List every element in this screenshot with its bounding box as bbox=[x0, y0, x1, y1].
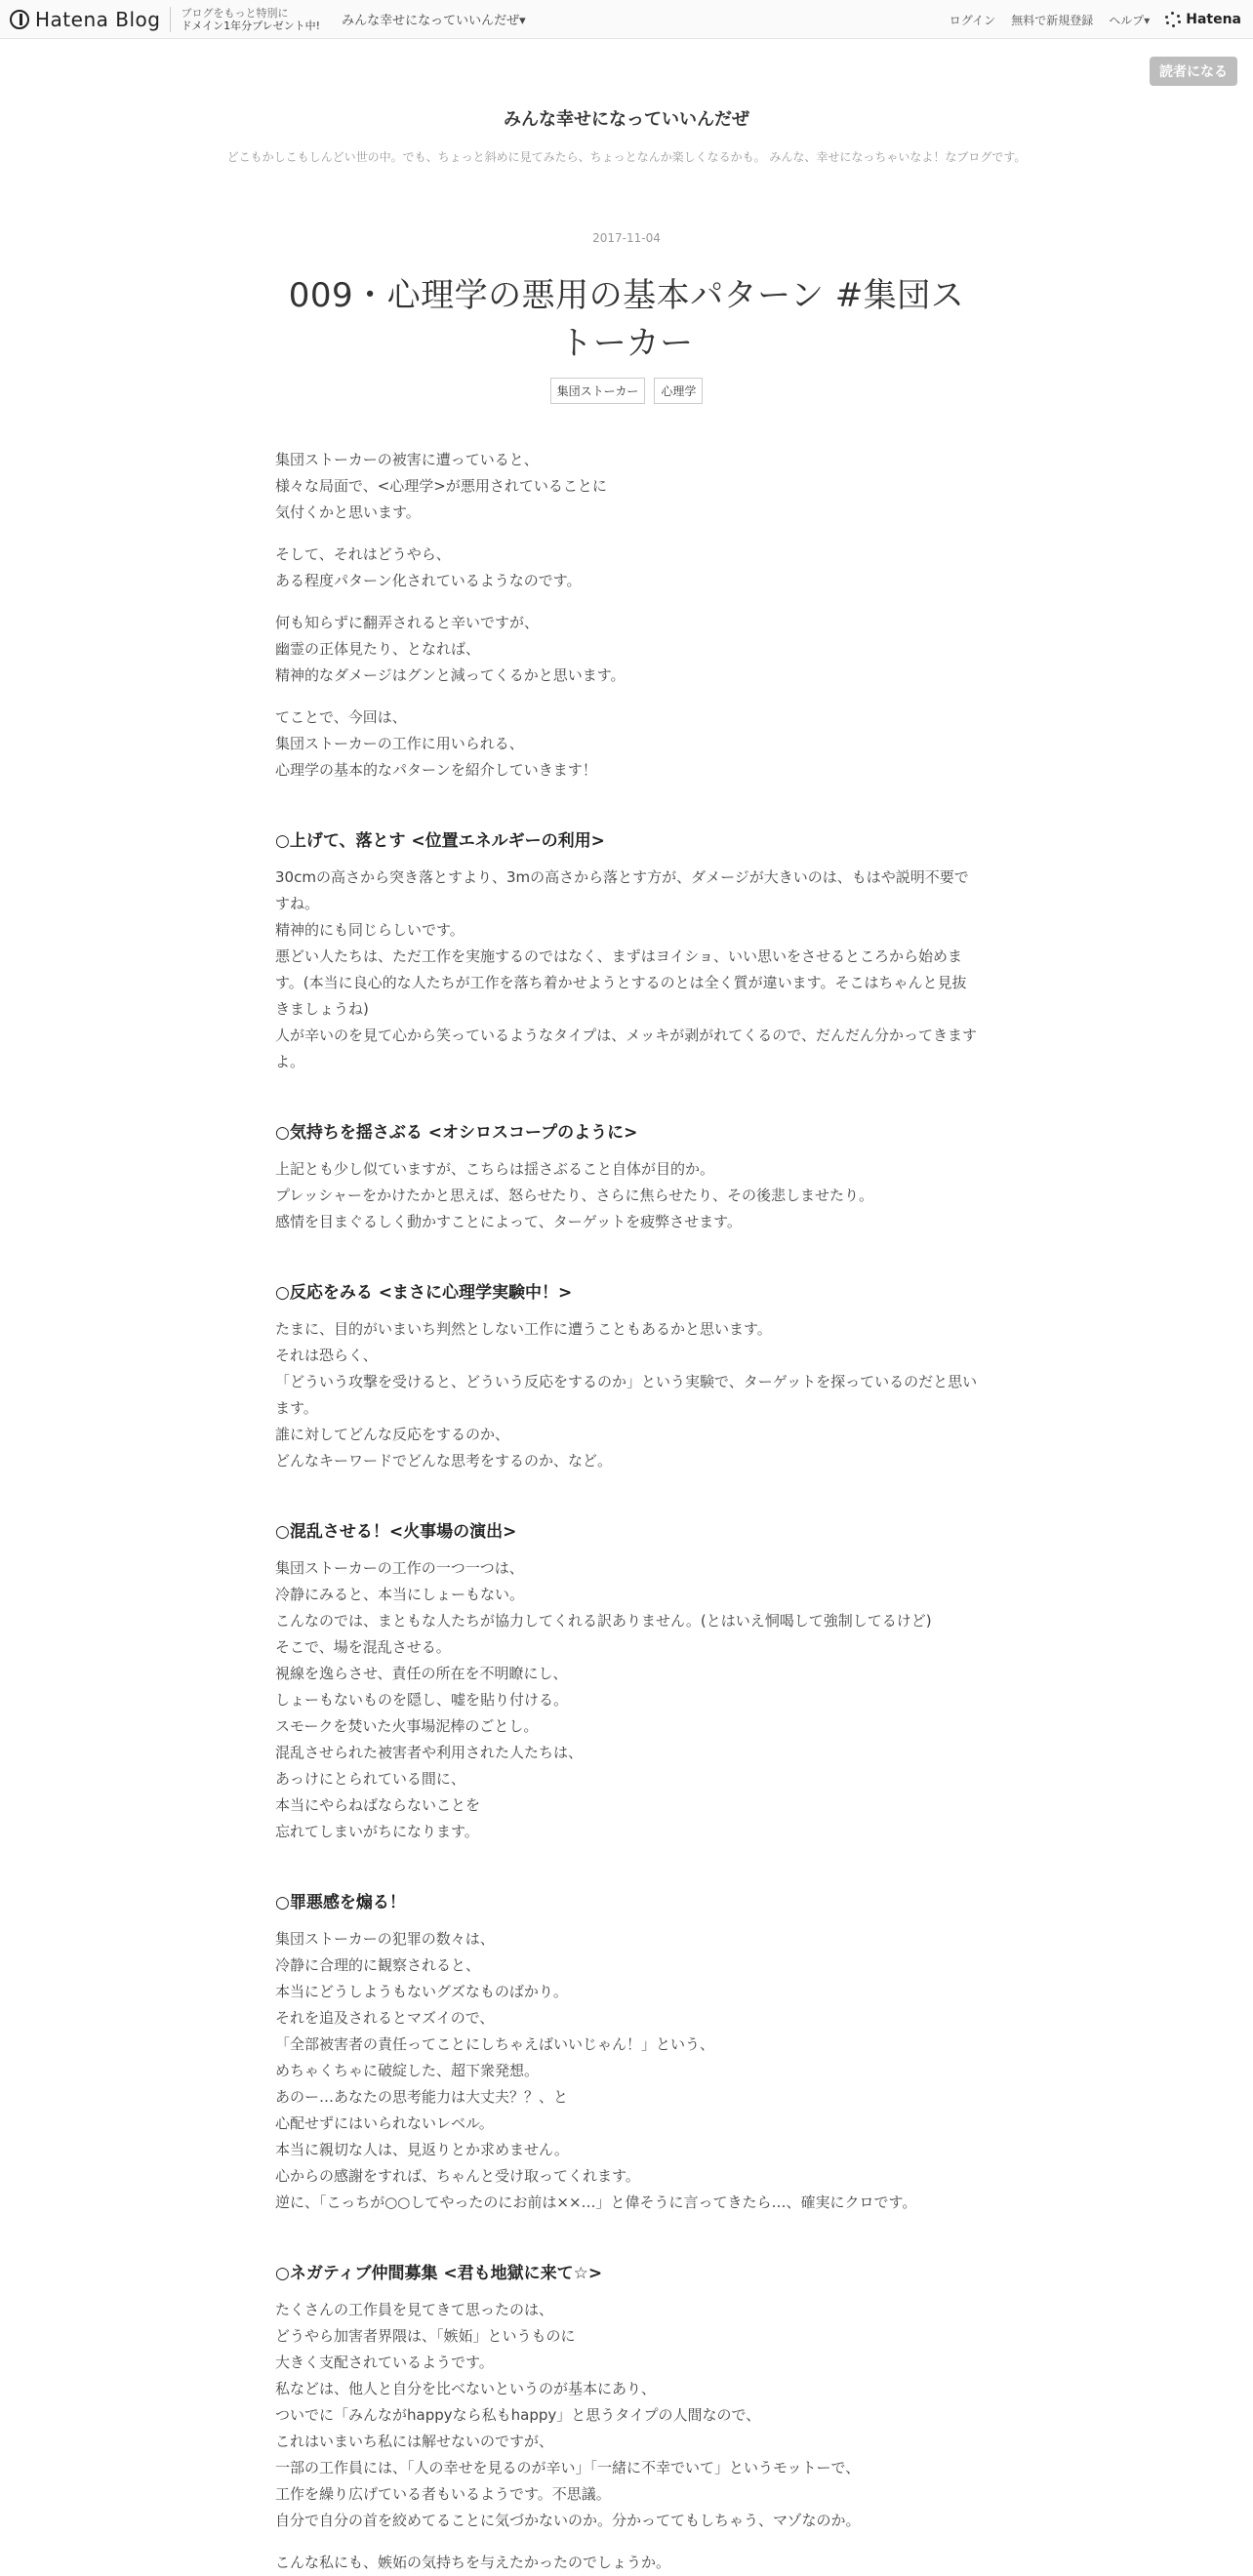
category-tag[interactable]: 心理学 bbox=[654, 378, 703, 404]
body-paragraph: てことで、今回は、 集団ストーカーの工作に用いられる、 心理学の基本的なパターンを紹介していきます！ bbox=[275, 708, 597, 779]
body-paragraph: 集団ストーカーの工作の一つ一つは、 冷静にみると、本当にしょーもない。 こんなのでは、まともな人たちが協力してくれる訳ありません。(とはいえ恫喝して強制してるけど) そこで、場を混乱させる。 視線を逸らさせ、責任の所在を不明瞭にし、 しょーもないものを隠し、嘘を貼り付ける。 スモークを焚いた火事場泥棒のごとし。 混乱させられた被害者や利用された人たちは、 あっけにとられている間に、 本当にやらねばならないことを 忘れてしまいがちになります。 bbox=[275, 1559, 932, 1840]
blog-header bbox=[0, 105, 1253, 165]
global-header bbox=[0, 0, 1253, 39]
promo-line-2: ドメイン1年分プレゼント中! bbox=[181, 19, 321, 32]
global-header-right bbox=[950, 0, 1241, 39]
body-paragraph: そして、それはどうやら、 ある程度パターン化されているようなのです。 bbox=[275, 545, 582, 589]
section-heading: ○混乱させる！<火事場の演出> bbox=[275, 1522, 517, 1542]
logo-text: Hatena Blog bbox=[35, 7, 161, 31]
body-paragraph: 集団ストーカーの犯罪の数々は、 冷静に合理的に観察されると、 本当にどうしようもないグズなものばかり。 それを追及されるとマズイので、 「全部被害者の責任ってことにしちゃえばいいじゃん！」という、 めちゃくちゃに破綻した、超下衆発想。 あのー…あなたの思考能力は大丈夫？？、と 心配せずにはいられないレベル。 本当に親切な人は、見返りとか求めません。 心からの感謝をすれば、ちゃんと受け取ってくれます。 逆に、「こっちが○○してやったのにお前は××…」と偉そうに言ってきたら…、確実にクロです。 bbox=[275, 1930, 917, 2211]
section-heading: ○反応をみる <まさに心理学実験中！> bbox=[275, 1283, 573, 1303]
hatena-brand-text: Hatena bbox=[1186, 12, 1241, 27]
hatena-brand-link[interactable] bbox=[1165, 12, 1241, 27]
hatena-dots-icon bbox=[1165, 12, 1181, 27]
body-paragraph: 30cmの高さから突き落とすより、3mの高さから落とす方が、ダメージが大きいのは、もはや説明不要ですね。 精神的にも同じらしいです。 悪どい人たちは、ただ工作を実施するのではなく、まずはヨイショ、いい思いをさせるところから始めます。(本当に良心的な人たちが工作を落ち着かせようとするのとは全く質が違います。そこはちゃんと見抜きましょうね) 人が辛いのを見て心から笑っているようなタイプは、メッキが剥がれてくるので、だんだん分かってきますよ。 bbox=[275, 868, 977, 1070]
section-heading: ○ネガティブ仲間募集 <君も地獄に来て☆> bbox=[275, 2264, 603, 2283]
login-link[interactable]: ログイン bbox=[949, 13, 996, 27]
help-dropdown[interactable]: ヘルプ▾ bbox=[1109, 13, 1151, 27]
section-heading: ○罪悪感を煽る！ bbox=[275, 1893, 406, 1912]
category-tag[interactable]: 集団ストーカー bbox=[550, 378, 646, 404]
subscribe-button[interactable]: 読者になる bbox=[1150, 57, 1237, 86]
domain-promo[interactable] bbox=[170, 7, 320, 32]
blog-description: どこもかしこもしんどい世の中。でも、ちょっと斜めに見てみたら、ちょっとなんか楽しくなるかも。 みんな、幸せになっちゃいなよ！なブログです。 bbox=[226, 150, 1027, 164]
entry-header bbox=[275, 231, 978, 404]
body-paragraph: 集団ストーカーの被害に遭っていると、 様々な局面で、<心理学>が悪用されていることに 気付くかと思います。 bbox=[275, 451, 607, 521]
body-paragraph: たまに、目的がいまいち判然としない工作に遭うこともあるかと思います。 それは恐らく、 「どういう攻撃を受けると、どういう反応をするのか」という実験で、ターゲットを探っているのだと思います。 誰に対してどんな反応をするのか、 どんなキーワードでどんな思考をするのか、など。 bbox=[275, 1320, 978, 1469]
entry-content bbox=[275, 447, 978, 2576]
section-heading: ○上げて、落とす <位置エネルギーの利用> bbox=[275, 831, 605, 851]
hatena-blog-logo-icon bbox=[10, 10, 29, 29]
body-paragraph: たくさんの工作員を見てきて思ったのは、 どうやら加害者界隈は、「嫉妬」というものに 大きく支配されているようです。 私などは、他人と自分を比べないというのが基本にあり、 ついでに「みんながhappyなら私もhappy」と思うタイプの人間なので、 これはいまいち私には解せないのですが、 一部の工作員には、「人の幸せを見るのが辛い」「一緒に不幸でいて」というモットーで、 工作を繰り広げている者もいるようです。不思議。 自分で自分の首を絞めてることに気づかないのか。分かっててもしちゃう、マゾなのか。 bbox=[275, 2301, 861, 2529]
hatena-blog-logo[interactable] bbox=[10, 8, 160, 31]
blog-title[interactable]: みんな幸せになっていいんだぜ bbox=[504, 109, 749, 130]
entry-date[interactable]: 2017-11-04 bbox=[592, 231, 661, 245]
body-paragraph: 何も知らずに翻弄されると辛いですが、 幽霊の正体見たり、となれば、 精神的なダメージはグンと減ってくるかと思います。 bbox=[275, 614, 626, 684]
signup-link[interactable]: 無料で新規登録 bbox=[1011, 13, 1094, 27]
entry-categories bbox=[275, 378, 978, 404]
promo-line-1: ブログをもっと特別に bbox=[181, 6, 289, 20]
body-paragraph: 上記とも少し似ていますが、こちらは揺さぶること自体が目的か。 プレッシャーをかけたかと思えば、怒らせたり、さらに焦らせたり、その後悲しませたり。 感情を目まぐるしく動かすことによって、ターゲットを疲弊させます。 bbox=[275, 1160, 874, 1230]
blog-menu-dropdown[interactable]: みんな幸せになっていいんだぜ▾ bbox=[342, 14, 526, 28]
body-paragraph: こんな私にも、嫉妬の気持ちを与えたかったのでしょうか。 bbox=[275, 2554, 671, 2571]
section-heading: ○気持ちを揺さぶる <オシロスコープのように> bbox=[275, 1123, 638, 1143]
entry-title[interactable]: 009・心理学の悪用の基本パターン #集団ストーカー bbox=[288, 276, 965, 363]
